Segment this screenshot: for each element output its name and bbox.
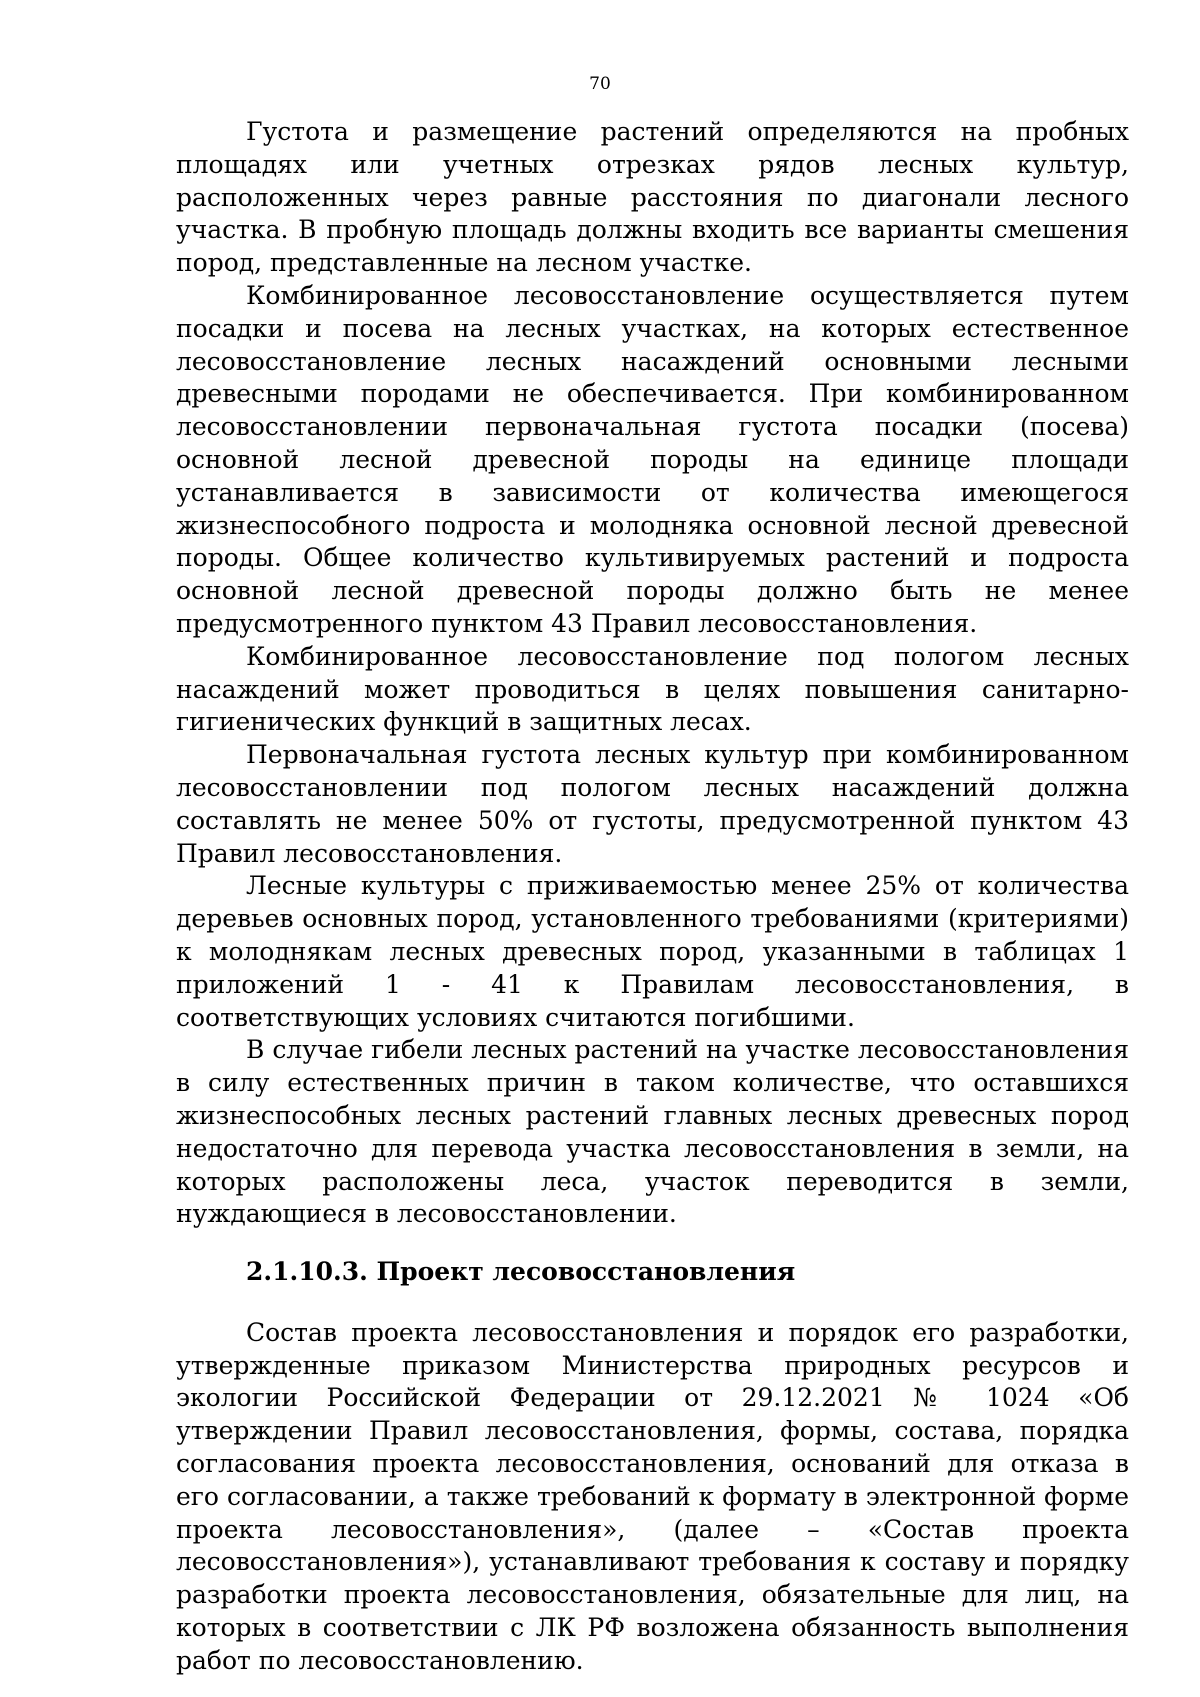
page-number: 70 [589, 74, 611, 94]
paragraph-under-canopy: Комбинированное лесовосстановление под пологом лесных насаждений может проводиться в целях повышения санитарно-гигиенических функций в защитных лесах. [176, 641, 1129, 737]
paragraph-initial-density: Первоначальная густота лесных культур при комбинированном лесовосстановлении под пологом лесных насаждений должна составлять не менее 50% от густоты, предусмотренной пунктом 43 Правил лесовосстановления. [176, 740, 1129, 868]
paragraph-project-composition: Состав проекта лесовосстановления и порядок его разработки, утвержденные приказом Министерства природных ресурсов и экологии Российской Федерации от 29.12.2021 № 1024 «Об утверждении Правил лесовосстановления, формы, состава, порядка согласования проекта лесовосстановления, оснований для отказа в его согласовании, а также требований к формату в электронной форме проекта лесовосстановления», (далее – «Состав проекта лесовосстановления»), устанавливают требования к составу и порядку разработки проекта лесовосстановления, обязательные для лиц, на которых в соответствии с ЛК РФ возложена обязанность выполнения работ по лесовосстановлению. [176, 1317, 1129, 1675]
paragraph-survival-rate: Лесные культуры с приживаемостью менее 25% от количества деревьев основных пород, установленного требованиями (критериями) к молоднякам лесных древесных пород, указанными в таблицах 1 приложений 1 - 41 к Правилам лесовосстановления, в соответствующих условиях считаются погибшими. [176, 871, 1129, 1032]
paragraph-combined-reforestation: Комбинированное лесовосстановление осуществляется путем посадки и посева на лесных участках, на которых естественное лесовосстановление лесных насаждений основными лесными древесными породами не обеспечивается. При комбинированном лесовосстановлении первоначальная густота посадки (посева) основной лесной древесной породы на единице площади устанавливается в зависимости от количества имеющегося жизнеспособного подроста и молодняка основной лесной древесной породы. Общее количество культивируемых растений и подроста основной лесной древесной породы должно быть не менее предусмотренного пунктом 43 Правил лесовосстановления. [176, 280, 1129, 638]
paragraph-planting-density: Густота и размещение растений определяются на пробных площадях или учетных отрезках рядов лесных культур, расположенных через равные расстояния по диагонали лесного участка. В пробную площадь должны входить все варианты смешения пород, представленные на лесном участке. [176, 117, 1129, 278]
document-body [176, 116, 1129, 1678]
section-heading: 2.1.10.3. Проект лесовосстановления [246, 1257, 796, 1287]
paragraph-plant-loss: В случае гибели лесных растений на участке лесовосстановления в силу естественных причин в таком количестве, что оставшихся жизнеспособных лесных растений главных лесных древесных пород недостаточно для перевода участка лесовосстановления в земли, на которых расположены леса, участок переводится в земли, нуждающиеся в лесовосстановлении. [176, 1035, 1129, 1229]
